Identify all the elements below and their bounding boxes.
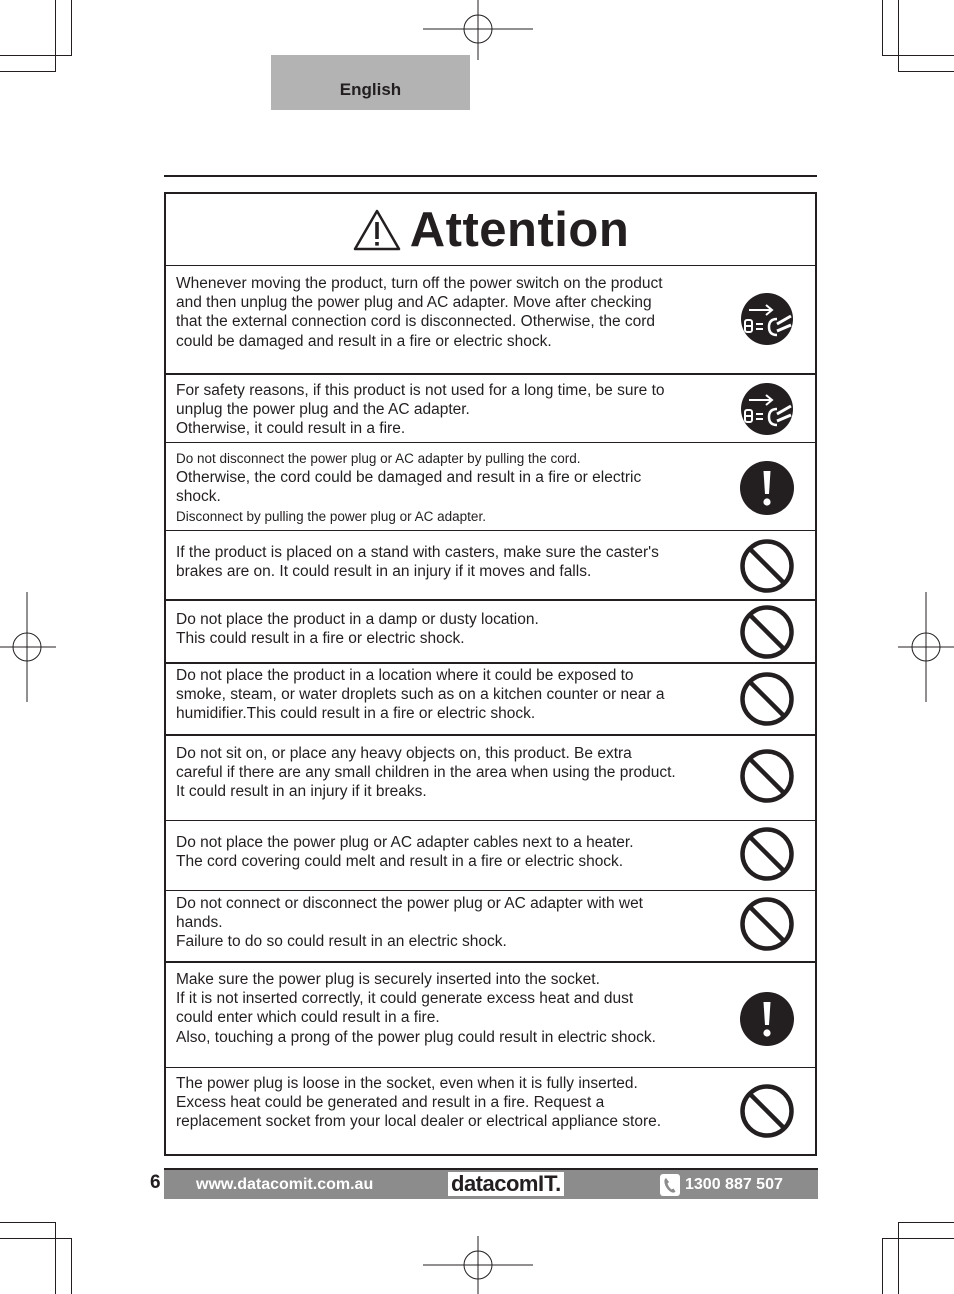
prohibited-icon <box>739 671 795 727</box>
language-label: English <box>339 79 402 99</box>
item-text <box>176 449 714 526</box>
item-text <box>176 744 714 802</box>
attention-item <box>166 1068 815 1154</box>
item-line: Do not connect or disconnect the power plug or AC adapter with wet <box>176 895 643 912</box>
crop-mark <box>898 1222 899 1294</box>
crop-mark <box>0 1222 56 1223</box>
attention-item <box>166 266 815 373</box>
item-text <box>176 381 714 439</box>
unplug-icon <box>739 291 795 347</box>
warning-triangle-icon <box>352 208 402 252</box>
item-text <box>176 543 714 581</box>
prohibited-icon <box>739 604 795 660</box>
attention-item <box>166 821 815 890</box>
item-line: Make sure the power plug is securely inserted into the socket. <box>176 971 600 988</box>
item-line: Do not sit on, or place any heavy objects on, this product. Be extra <box>176 745 632 762</box>
attention-item <box>166 375 815 442</box>
registration-mark-icon <box>423 0 533 60</box>
item-line: For safety reasons, if this product is not used for a long time, be sure to <box>176 382 665 399</box>
item-line: could enter which could result in a fire. <box>176 1009 440 1027</box>
item-line: Otherwise, it could result in a fire. <box>176 420 406 438</box>
prohibited-icon <box>739 1083 795 1139</box>
phone-number: 1300 887 507 <box>685 1176 783 1193</box>
prohibited-icon <box>739 538 795 594</box>
brand-logo-suffix: IT. <box>537 1171 562 1196</box>
item-line: replacement socket from your local dealer or electrical appliance store. <box>176 1113 662 1131</box>
item-line: could be damaged and result in a fire or electric shock. <box>176 332 552 350</box>
item-line: humidifier.This could result in a fire or electric shock. <box>176 705 536 723</box>
item-line: Whenever moving the product, turn off the power switch on the product <box>176 275 663 292</box>
crop-mark <box>55 1222 56 1294</box>
registration-mark-icon <box>898 592 954 702</box>
item-line: This could result in a fire or electric shock. <box>176 630 465 648</box>
item-line: unplug the power plug and the AC adapter. <box>176 401 470 419</box>
item-line: Also, touching a prong of the power plug could result in electric shock. <box>176 1028 656 1046</box>
crop-mark <box>0 1238 72 1239</box>
phone-icon <box>660 1174 680 1196</box>
item-line: brakes are on. It could result in an injury if it moves and falls. <box>176 563 592 581</box>
item-text <box>176 1074 714 1132</box>
item-line: If the product is placed on a stand with casters, make sure the caster's <box>176 544 659 561</box>
attention-item <box>166 443 815 530</box>
item-line: shock. <box>176 488 221 506</box>
item-text <box>176 894 714 952</box>
crop-mark <box>882 1238 954 1239</box>
crop-mark <box>71 0 72 56</box>
item-line: and then unplug the power plug and AC adapter. Move after checking <box>176 294 652 312</box>
attention-item <box>166 664 815 734</box>
item-line: Excess heat could be generated and result in a fire. Request a <box>176 1094 605 1112</box>
item-line: Failure to do so could result in an electric shock. <box>176 933 507 951</box>
item-text <box>176 833 714 871</box>
item-text <box>176 610 714 648</box>
item-line: hands. <box>176 914 223 932</box>
brand-logo <box>448 1172 564 1196</box>
brand-logo-main: datacom <box>451 1171 538 1196</box>
crop-mark <box>71 1238 72 1294</box>
item-text <box>176 274 714 351</box>
item-line: smoke, steam, or water droplets such as on a kitchen counter or near a <box>176 686 665 704</box>
crop-mark <box>898 71 954 72</box>
item-line: Do not place the product in a damp or dusty location. <box>176 611 539 628</box>
exclamation-icon <box>739 460 795 516</box>
item-line: If it is not inserted correctly, it could generate excess heat and dust <box>176 990 634 1008</box>
attention-item <box>166 736 815 820</box>
item-text <box>176 970 714 1047</box>
prohibited-icon <box>739 748 795 804</box>
attention-item <box>166 891 815 961</box>
registration-mark-icon <box>0 592 56 702</box>
item-line: It could result in an injury if it breaks. <box>176 783 427 801</box>
registration-mark-icon <box>423 1236 533 1294</box>
exclamation-icon <box>739 991 795 1047</box>
attention-title: Attention <box>409 202 630 257</box>
prohibited-icon <box>739 896 795 952</box>
crop-mark <box>0 71 56 72</box>
crop-mark <box>882 55 954 56</box>
page-number: 6 <box>150 1172 161 1193</box>
crop-mark <box>882 0 883 56</box>
item-line: Do not disconnect the power plug or AC adapter by pulling the cord. <box>176 451 581 466</box>
item-line: The power plug is loose in the socket, even when it is fully inserted. <box>176 1075 638 1092</box>
crop-mark <box>882 1238 883 1294</box>
item-line: Do not place the power plug or AC adapter cables next to a heater. <box>176 834 634 851</box>
crop-mark <box>898 1222 954 1223</box>
crop-mark <box>0 55 72 56</box>
item-line: Otherwise, the cord could be damaged and result in a fire or electric <box>176 469 642 487</box>
attention-item <box>166 963 815 1067</box>
attention-item <box>166 531 815 599</box>
footer-phone <box>660 1174 783 1196</box>
footer-website-link[interactable]: www.datacomit.com.au <box>196 1176 374 1193</box>
item-line: that the external connection cord is disconnected. Otherwise, the cord <box>176 313 656 331</box>
unplug-icon <box>739 381 795 437</box>
crop-mark <box>55 0 56 72</box>
item-text <box>176 666 714 724</box>
language-tab <box>271 55 470 110</box>
item-line: careful if there are any small children in the area when using the product. <box>176 764 676 782</box>
item-line: Do not place the product in a location where it could be exposed to <box>176 667 634 684</box>
crop-mark <box>898 0 899 72</box>
item-line: Disconnect by pulling the power plug or AC adapter. <box>176 508 486 524</box>
item-line: The cord covering could melt and result in a fire or electric shock. <box>176 853 624 871</box>
header-rule <box>164 175 817 177</box>
attention-item <box>166 601 815 662</box>
attention-box <box>164 192 817 1156</box>
attention-header <box>166 194 815 266</box>
footer-bar <box>164 1168 818 1199</box>
prohibited-icon <box>739 826 795 882</box>
